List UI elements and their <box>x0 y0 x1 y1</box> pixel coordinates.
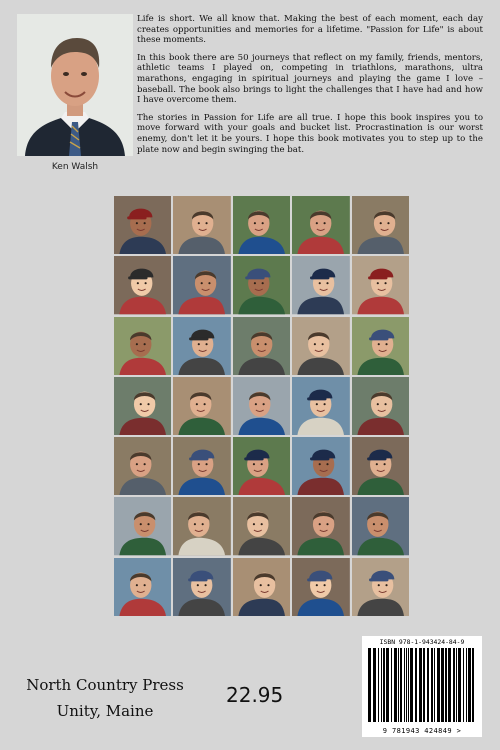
barcode-bar <box>458 648 461 722</box>
collage-photo <box>114 317 171 375</box>
blurb-paragraph: Life is short. We all know that. Making the best of each moment, each day creates opportunities and memories for a lifetime. "Passion for Life" is about these moments. <box>137 14 483 46</box>
author-caption: Ken Walsh <box>51 162 99 172</box>
collage-photo <box>173 437 230 495</box>
collage-photo <box>173 317 230 375</box>
collage-photo <box>352 196 409 254</box>
collage-photo <box>233 437 290 495</box>
barcode-bar <box>394 648 397 722</box>
price: 22.95 <box>226 683 284 707</box>
barcode-bar <box>406 648 407 722</box>
collage-photo <box>352 437 409 495</box>
barcode-bar <box>378 648 379 722</box>
collage-photo <box>173 497 230 555</box>
barcode-bar <box>419 648 422 722</box>
collage-photo <box>352 256 409 314</box>
barcode-bar <box>368 648 371 722</box>
barcode-bar <box>410 648 413 722</box>
barcode-bar <box>431 648 433 722</box>
barcode-bars <box>366 648 478 724</box>
barcode-bar <box>408 648 409 722</box>
barcode-bar <box>391 648 392 722</box>
collage-photo <box>114 196 171 254</box>
collage-photo <box>352 497 409 555</box>
barcode-digits: 9 781943 424849 > <box>382 727 462 735</box>
collage-photo <box>292 497 349 555</box>
barcode-bar <box>468 648 471 722</box>
photo-collage <box>114 196 409 616</box>
barcode-bar <box>381 648 382 722</box>
barcode-bar <box>434 648 435 722</box>
collage-photo <box>233 256 290 314</box>
barcode-bar <box>400 648 402 722</box>
barcode-bar <box>415 648 417 722</box>
barcode-bar <box>373 648 376 722</box>
collage-photo <box>233 317 290 375</box>
collage-photo <box>173 256 230 314</box>
isbn-barcode <box>362 636 482 737</box>
barcode-bar <box>404 648 405 722</box>
barcode-bar <box>427 648 429 722</box>
collage-photo <box>114 497 171 555</box>
barcode-bar <box>456 648 457 722</box>
collage-photo <box>352 558 409 616</box>
publisher-name: North Country Press <box>26 676 184 694</box>
blurb-text <box>137 14 483 162</box>
collage-photo <box>233 377 290 435</box>
collage-photo <box>233 196 290 254</box>
barcode-bar <box>423 648 425 722</box>
author-photo <box>17 14 133 156</box>
barcode-bar <box>398 648 399 722</box>
barcode-bar <box>463 648 464 722</box>
publisher-block <box>16 672 194 724</box>
barcode-bar <box>466 648 467 722</box>
collage-photo <box>292 317 349 375</box>
collage-photo <box>173 377 230 435</box>
collage-photo <box>114 256 171 314</box>
collage-photo <box>173 558 230 616</box>
barcode-bar <box>448 648 451 722</box>
barcode-bar <box>437 648 440 722</box>
collage-photo <box>292 437 349 495</box>
barcode-bar <box>445 648 447 722</box>
barcode-bar <box>386 648 389 722</box>
collage-photo <box>292 196 349 254</box>
collage-photo <box>292 377 349 435</box>
collage-photo <box>114 437 171 495</box>
collage-photo <box>352 317 409 375</box>
barcode-bar <box>441 648 444 722</box>
barcode-bar <box>472 648 474 722</box>
collage-photo <box>173 196 230 254</box>
isbn-label: ISBN 978-1-943424-84-9 <box>379 638 465 646</box>
collage-photo <box>292 256 349 314</box>
collage-photo <box>352 377 409 435</box>
collage-photo <box>233 497 290 555</box>
collage-photo <box>233 558 290 616</box>
publisher-location: Unity, Maine <box>56 702 154 720</box>
collage-photo <box>114 558 171 616</box>
blurb-paragraph: The stories in Passion for Life are all true. I hope this book inspires you to move forward with your goals and bucket list. Procrastination is our worst enemy, don't let it be yours. I hope this book motivates you to step up to the plate now and begin swinging the bat. <box>137 112 483 155</box>
author-portrait-illustration <box>17 14 133 156</box>
collage-photo <box>292 558 349 616</box>
collage-photo <box>114 377 171 435</box>
barcode-bar <box>453 648 455 722</box>
blurb-paragraph: In this book there are 50 journeys that reflect on my family, friends, mentors, athletic teams I played on, competing in triathlons, marathons, ultra marathons, engaging in spiritual journeys and playing the game I love – baseball. The book also brings to light the challenges that I have had and how I have overcome them. <box>137 52 483 106</box>
barcode-bar <box>383 648 385 722</box>
